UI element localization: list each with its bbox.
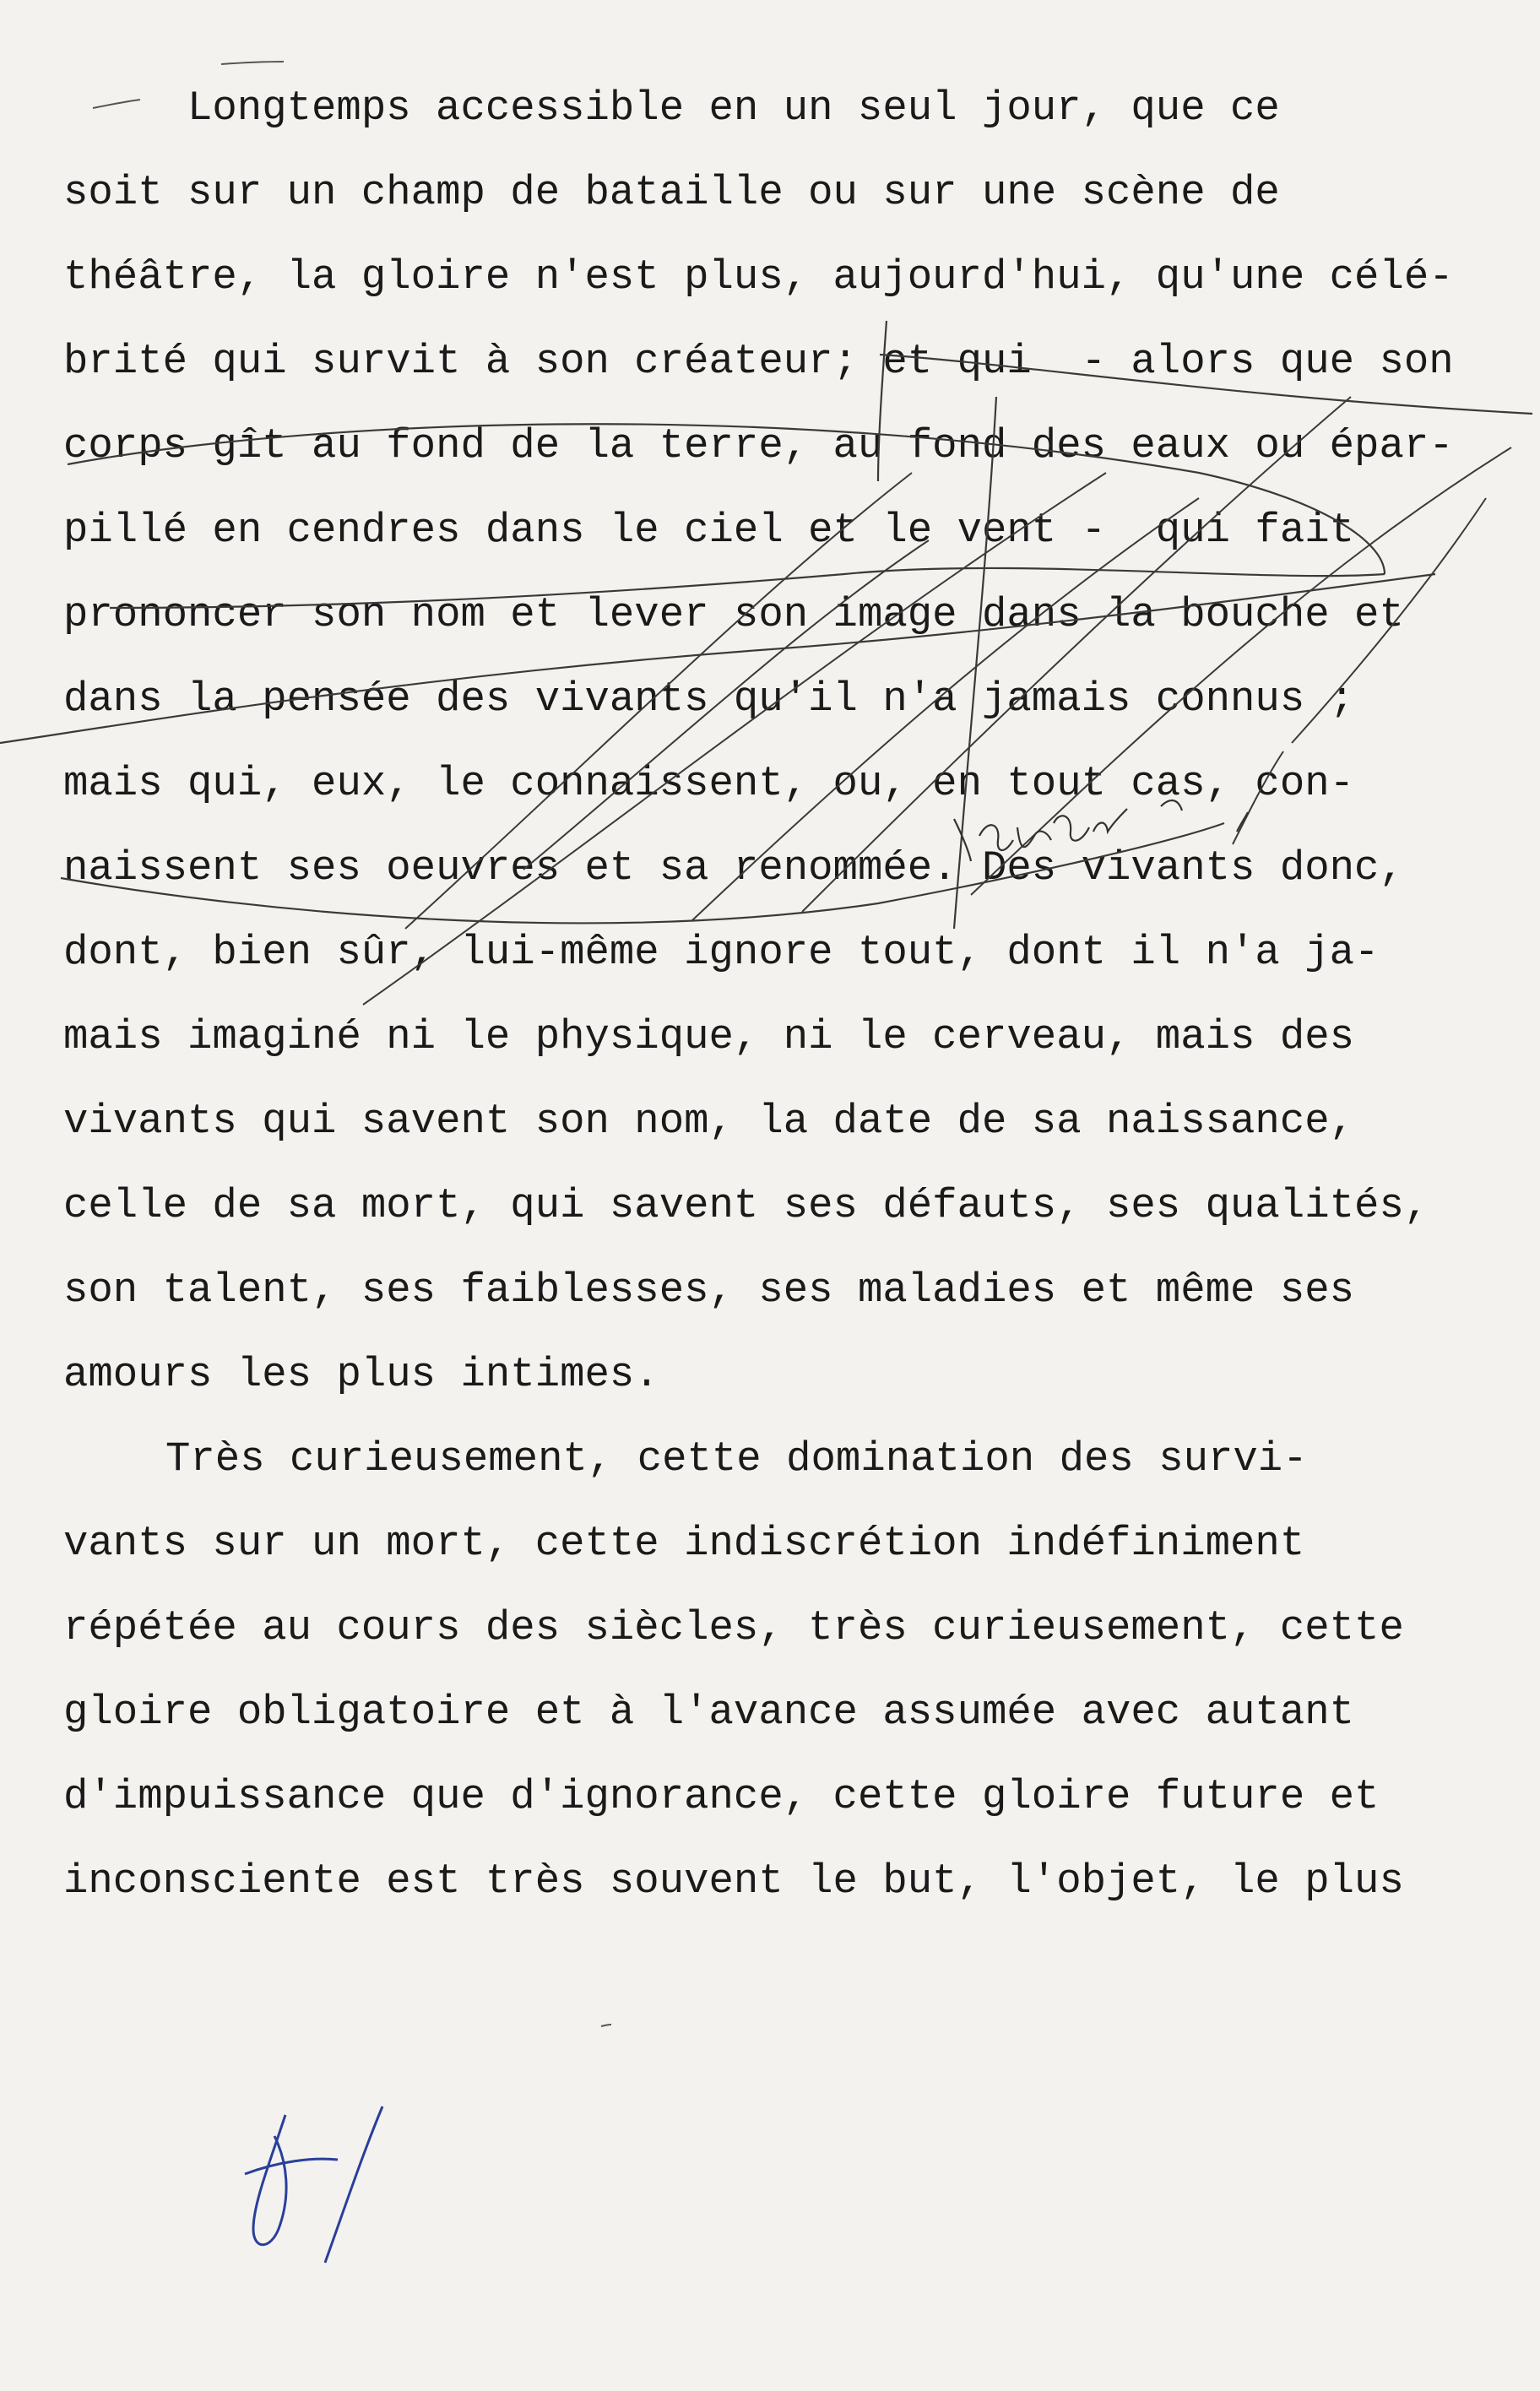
text-line-4: brité qui survit à son créateur; et qui - alors que son [63,338,1454,385]
text-line-7: prononcer son nom et lever son image dans la bouche et [63,591,1404,638]
stray-mark-top [221,62,284,64]
text-line-2: soit sur un champ de bataille ou sur une scène de [63,169,1280,216]
text-line-15: son talent, ses faiblesses, ses maladies et même ses [63,1266,1355,1314]
text-line-1: Longtemps accessible en un seul jour, que ce [187,84,1280,132]
text-line-16: amours les plus intimes. [63,1351,659,1398]
text-line-12: mais imaginé ni le physique, ni le cerveau, mais des [63,1013,1355,1060]
text-line-21: d'impuissance que d'ignorance, cette gloire future et [63,1773,1380,1820]
text-line-20: gloire obligatoire et à l'avance assumée avec autant [63,1689,1355,1736]
stray-mark-left [93,100,140,108]
text-line-6: pillé en cendres dans le ciel et le vent - qui fait [63,507,1355,554]
text-line-14: celle de sa mort, qui savent ses défauts, ses qualités, [63,1182,1429,1229]
text-line-11: dont, bien sûr, lui-même ignore tout, dont il n'a ja- [63,929,1380,976]
text-line-9: mais qui, eux, le connaissent, ou, en tout cas, con- [63,760,1355,807]
text-line-3: théâtre, la gloire n'est plus, aujourd'hui, qu'une célé- [63,253,1454,301]
stray-mark-bottom [601,2025,611,2026]
text-line-8: dans la pensée des vivants qu'il n'a jamais connus ; [63,675,1355,723]
text-line-10: naissent ses oeuvres et sa renommée. Des vivants donc, [63,844,1404,892]
text-line-18: vants sur un mort, cette indiscrétion indéfiniment [63,1520,1305,1567]
text-line-19: répétée au cours des siècles, très curieusement, cette [63,1604,1404,1651]
page-number-81 [245,2106,382,2263]
strike-diagonal-4 [802,397,1351,912]
text-line-22: inconsciente est très souvent le but, l'objet, le plus [63,1857,1404,1905]
text-line-13: vivants qui savent son nom, la date de sa naissance, [63,1098,1355,1145]
text-line-5: corps gît au fond de la terre, au fond des eaux ou épar- [63,422,1454,469]
text-line-17: Très curieusement, cette domination des survi- [165,1435,1308,1483]
